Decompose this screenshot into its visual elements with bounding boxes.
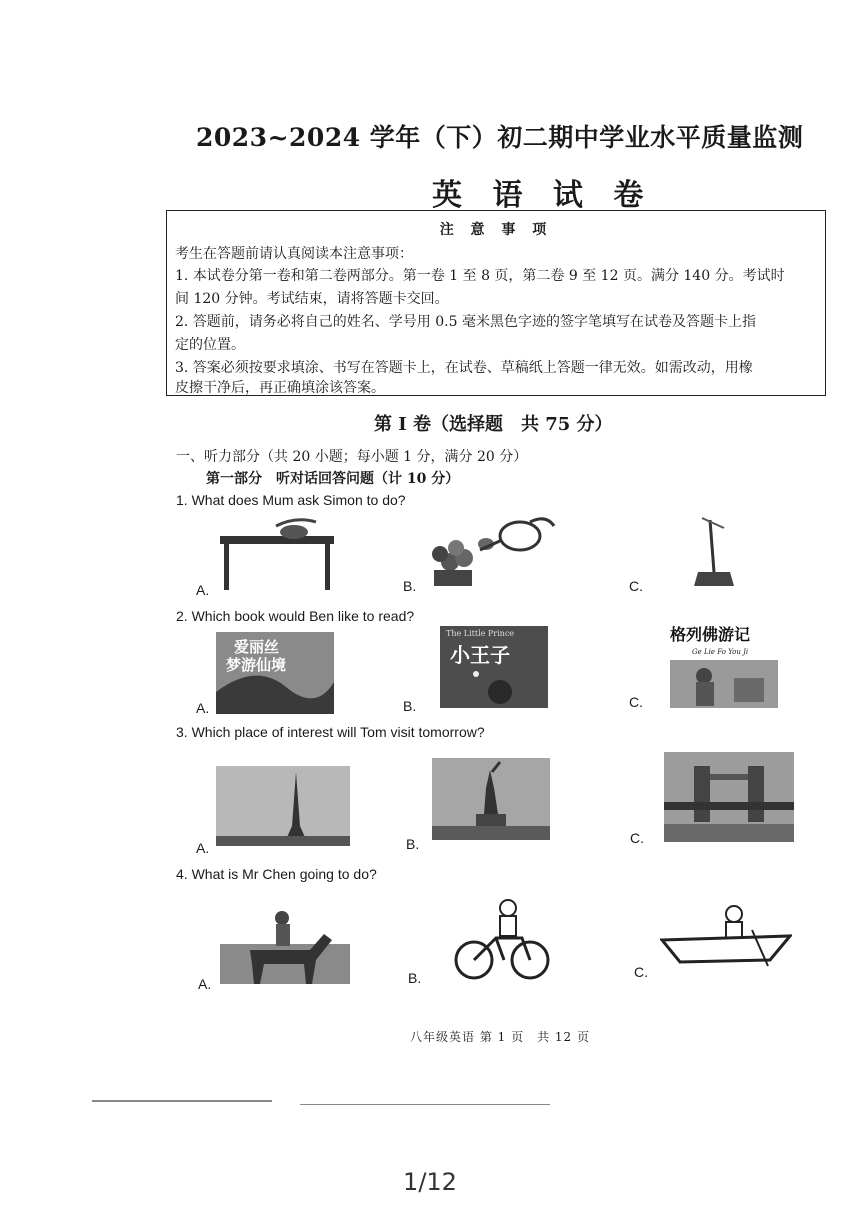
book-cover-gulliver xyxy=(664,620,784,710)
horse-riding-picture xyxy=(220,904,350,990)
section-title: 第 I 卷（选择题 共 75 分） xyxy=(374,414,613,435)
notice-line: 3. 答案必须按要求填涂、书写在答题卡上，在试卷、草稿纸上答题一律无效。如需改动，用橡 xyxy=(175,360,753,376)
notice-line: 间 120 分钟。考试结束，请将答题卡交回。 xyxy=(175,291,449,307)
option-label: C. xyxy=(630,830,644,846)
tower-bridge-picture xyxy=(664,752,794,842)
part-heading: 一、听力部分（共 20 小题；每小题 1 分，满分 20 分） xyxy=(176,449,528,465)
rowing-boat-picture xyxy=(660,900,792,970)
option-label: A. xyxy=(198,976,212,992)
book-title-gulliver: 格列佛游记 xyxy=(670,625,751,644)
table-wiping-picture xyxy=(216,516,338,592)
option-label: A. xyxy=(196,840,210,856)
exam-subtitle: 英 语 试 卷 xyxy=(432,178,654,213)
option-label: C. xyxy=(629,578,643,594)
book-cover-little-prince xyxy=(440,626,548,708)
option-label: C. xyxy=(629,694,643,710)
option-label: B. xyxy=(406,836,420,852)
book-title-alice-line1: 爱丽丝 xyxy=(234,638,280,656)
notice-title: 注 意 事 项 xyxy=(439,222,553,238)
option-label: B. xyxy=(403,698,417,714)
book-title-alice-line2: 梦游仙境 xyxy=(226,656,287,674)
cycling-picture xyxy=(452,898,552,984)
statue-of-liberty-picture xyxy=(432,758,550,840)
eiffel-tower-picture xyxy=(216,766,350,846)
watering-flowers-picture xyxy=(420,514,560,594)
option-label: A. xyxy=(196,582,210,598)
page-footer: 八年级英语 第 1 页 共 12 页 xyxy=(410,1030,590,1044)
question-1: 1. What does Mum ask Simon to do? xyxy=(176,492,406,508)
question-4: 4. What is Mr Chen going to do? xyxy=(176,866,377,882)
page-indicator: 1/12 xyxy=(403,1168,457,1196)
notice-line: 2. 答题前，请务必将自己的姓名、学号用 0.5 毫米黑色字迹的签字笔填写在试卷及答题卡上指 xyxy=(175,314,756,330)
scan-smudge xyxy=(92,1100,272,1102)
notice-line: 考生在答题前请认真阅读本注意事项： xyxy=(175,246,413,262)
notice-line: 定的位置。 xyxy=(175,337,245,353)
option-label: B. xyxy=(403,578,417,594)
question-2: 2. Which book would Ben like to read? xyxy=(176,608,415,624)
book-english-title: The Little Prince xyxy=(446,629,515,638)
option-label: C. xyxy=(634,964,648,980)
notice-line: 皮擦干净后，再正确填涂该答案。 xyxy=(175,380,385,396)
scan-smudge xyxy=(300,1104,550,1105)
notice-box xyxy=(166,210,826,396)
book-subtitle-gulliver: Ge Lie Fo You Ji xyxy=(692,648,749,656)
book-cover-alice xyxy=(216,632,334,714)
subpart-heading: 第一部分 听对话回答问题（计 10 分） xyxy=(206,471,460,487)
sweeping-leaves-picture xyxy=(680,514,742,592)
option-label: B. xyxy=(408,970,422,986)
notice-line: 1. 本试卷分第一卷和第二卷两部分。第一卷 1 至 8 页，第二卷 9 至 12 页。满分 140 分。考试时 xyxy=(175,268,785,284)
question-3: 3. Which place of interest will Tom visit tomorrow? xyxy=(176,724,485,740)
option-label: A. xyxy=(196,700,210,716)
exam-title: 2023~2024 学年（下）初二期中学业水平质量监测 xyxy=(196,123,804,152)
book-title-little-prince: 小王子 xyxy=(450,643,510,667)
